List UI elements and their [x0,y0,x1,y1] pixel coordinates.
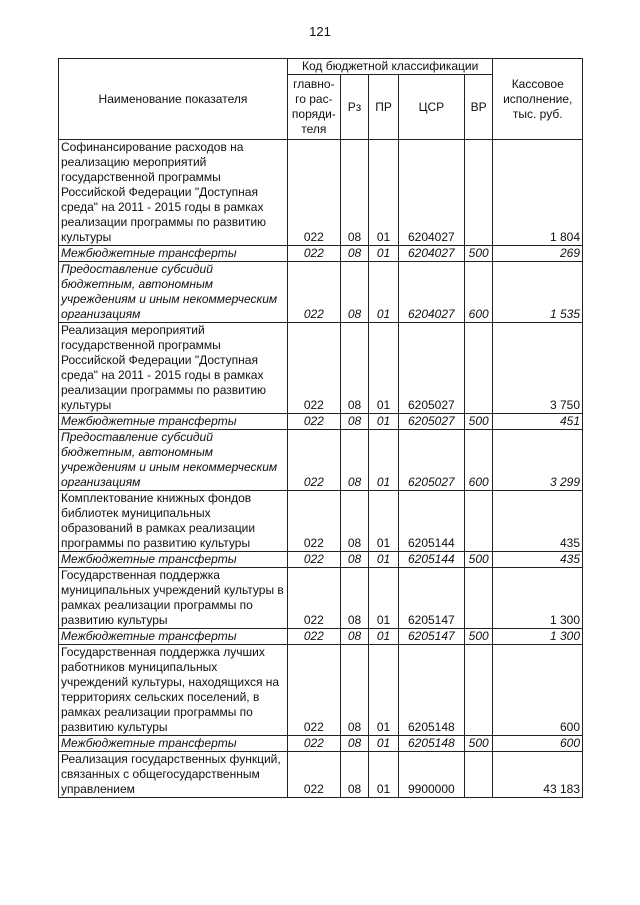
table-row [59,752,583,798]
cell-csr: 6205144 [398,552,464,568]
cell-rz: 08 [340,246,368,262]
cell-csr: 6204027 [398,246,464,262]
cell-pr: 01 [369,629,399,645]
cell-pr: 01 [369,246,399,262]
cell-rz: 08 [340,629,368,645]
cell-name: Предоставление субсидий бюджетным, автономным учреждениям и иным некоммерческим организациям [59,430,288,491]
header-name: Наименование показателя [59,59,288,140]
cell-pr: 01 [369,262,399,323]
cell-grbs: 022 [287,552,340,568]
cell-name: Межбюджетные трансферты [59,629,288,645]
cell-pr: 01 [369,568,399,629]
cell-csr: 6205027 [398,323,464,414]
cell-rz: 08 [340,414,368,430]
cell-rz: 08 [340,262,368,323]
cell-amount: 1 300 [493,568,583,629]
cell-vr: 500 [464,629,493,645]
cell-grbs: 022 [287,752,340,798]
cell-pr: 01 [369,414,399,430]
cell-name: Реализация государственных функций, связанных с общегосударственным управлением [59,752,288,798]
cell-pr: 01 [369,140,399,246]
table-row [59,323,583,414]
cell-grbs: 022 [287,568,340,629]
cell-vr [464,491,493,552]
cell-amount: 600 [493,645,583,736]
cell-grbs: 022 [287,491,340,552]
cell-pr: 01 [369,736,399,752]
cell-rz: 08 [340,491,368,552]
cell-amount: 1 535 [493,262,583,323]
table-row [59,246,583,262]
cell-csr: 6205144 [398,491,464,552]
cell-pr: 01 [369,430,399,491]
cell-grbs: 022 [287,414,340,430]
header-amount: Кассовое исполнение, тыс. руб. [493,59,583,140]
table-row [59,430,583,491]
cell-vr [464,752,493,798]
cell-csr: 6204027 [398,262,464,323]
cell-name: Государственная поддержка муниципальных учреждений культуры в рамках реализации программы по развитию культуры [59,568,288,629]
budget-table [58,58,583,798]
cell-rz: 08 [340,140,368,246]
table-row [59,568,583,629]
table-row [59,140,583,246]
cell-rz: 08 [340,552,368,568]
cell-rz: 08 [340,645,368,736]
cell-rz: 08 [340,430,368,491]
cell-rz: 08 [340,568,368,629]
page-number: 121 [309,24,331,39]
cell-name: Реализация мероприятий государственной программы Российской Федерации "Доступная среда" на 2011 - 2015 годы в рамках реализации программы по развитию культуры [59,323,288,414]
cell-csr: 6205147 [398,568,464,629]
cell-name: Государственная поддержка лучших работников муниципальных учреждений культуры, находящихся на территориях сельских поселений, в рамках реализации программы по развитию культуры [59,645,288,736]
cell-vr: 500 [464,736,493,752]
cell-vr [464,645,493,736]
cell-csr: 6205027 [398,430,464,491]
cell-amount: 451 [493,414,583,430]
cell-name: Предоставление субсидий бюджетным, автономным учреждениям и иным некоммерческим организациям [59,262,288,323]
cell-grbs: 022 [287,629,340,645]
cell-rz: 08 [340,752,368,798]
cell-name: Софинансирование расходов на реализацию мероприятий государственной программы Российской Федерации "Доступная среда" на 2011 - 2015 годы в рамках реализации программы по развитию культуры [59,140,288,246]
cell-amount: 435 [493,552,583,568]
header-pr: ПР [369,75,399,140]
cell-vr [464,140,493,246]
cell-csr: 9900000 [398,752,464,798]
table-row [59,491,583,552]
cell-grbs: 022 [287,262,340,323]
cell-amount: 43 183 [493,752,583,798]
table-body [59,140,583,798]
cell-amount: 1 300 [493,629,583,645]
cell-name: Межбюджетные трансферты [59,414,288,430]
cell-vr [464,323,493,414]
cell-name: Межбюджетные трансферты [59,736,288,752]
table-row [59,414,583,430]
cell-vr: 600 [464,262,493,323]
cell-name: Комплектование книжных фондов библиотек муниципальных образований в рамках реализации программы по развитию культуры [59,491,288,552]
cell-vr: 600 [464,430,493,491]
cell-grbs: 022 [287,323,340,414]
cell-grbs: 022 [287,645,340,736]
table-row [59,645,583,736]
cell-grbs: 022 [287,140,340,246]
cell-name: Межбюджетные трансферты [59,246,288,262]
cell-amount: 3 299 [493,430,583,491]
table-row [59,736,583,752]
table-row [59,552,583,568]
header-grbs: главно-го рас-поряди-теля [287,75,340,140]
table-row [59,629,583,645]
header-classification-group: Код бюджетной классификации [287,59,493,75]
cell-amount: 1 804 [493,140,583,246]
cell-amount: 435 [493,491,583,552]
cell-csr: 6204027 [398,140,464,246]
cell-pr: 01 [369,491,399,552]
cell-vr: 500 [464,552,493,568]
cell-name: Межбюджетные трансферты [59,552,288,568]
cell-rz: 08 [340,323,368,414]
cell-amount: 3 750 [493,323,583,414]
cell-amount: 269 [493,246,583,262]
cell-rz: 08 [340,736,368,752]
cell-grbs: 022 [287,430,340,491]
cell-pr: 01 [369,323,399,414]
cell-csr: 6205027 [398,414,464,430]
cell-vr [464,568,493,629]
header-rz: Рз [340,75,368,140]
cell-csr: 6205148 [398,645,464,736]
cell-grbs: 022 [287,246,340,262]
cell-grbs: 022 [287,736,340,752]
header-vr: ВР [464,75,493,140]
header-csr: ЦСР [398,75,464,140]
table-row [59,262,583,323]
cell-pr: 01 [369,645,399,736]
cell-pr: 01 [369,752,399,798]
cell-vr: 500 [464,414,493,430]
cell-amount: 600 [493,736,583,752]
cell-csr: 6205147 [398,629,464,645]
cell-csr: 6205148 [398,736,464,752]
cell-vr: 500 [464,246,493,262]
cell-pr: 01 [369,552,399,568]
